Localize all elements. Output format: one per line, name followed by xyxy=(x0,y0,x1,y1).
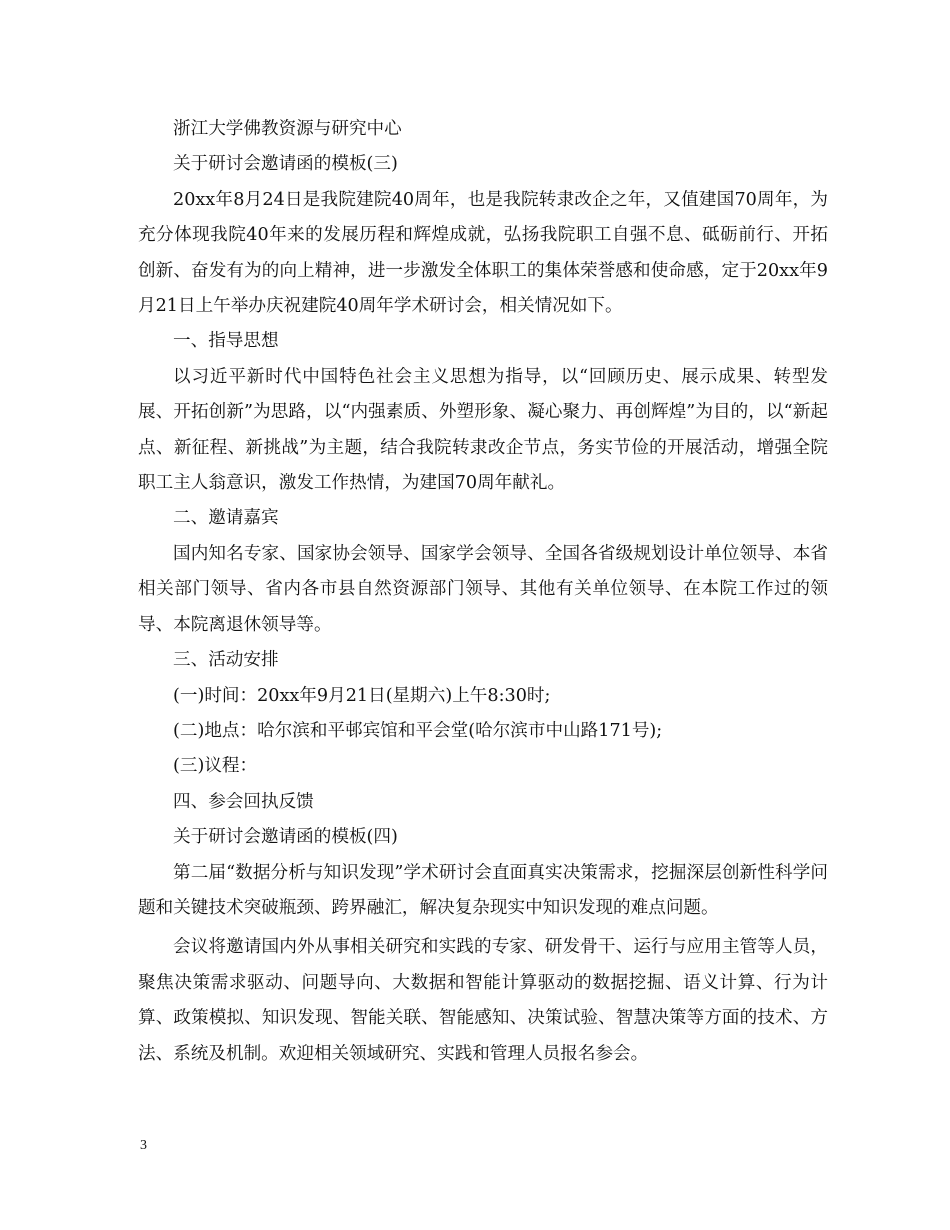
item-location: (二)地点：哈尔滨和平邨宾馆和平会堂(哈尔滨市中山路171号); xyxy=(173,720,663,741)
heading-template-3: 关于研讨会邀请函的模板(三) xyxy=(173,154,398,175)
page-number: 3 xyxy=(140,1138,147,1153)
heading-org: 浙江大学佛教资源与研究中心 xyxy=(173,119,402,139)
document-body xyxy=(138,112,828,1072)
paragraph-intro: 20xx年8月24日是我院建院40周年，也是我院转隶改企之年，又值建国70周年，为充分体现我院40年来的发展历程和辉煌成就，弘扬我院职工自强不息、砥砺前行、开拓创新、奋发有为的向上精神，进一步激发全体职工的集体荣誉感和使命感，定于20xx年9月21日上午举办庆祝建院40周年学术研讨会，相关情况如下。 xyxy=(138,189,828,317)
paragraph-conference-invite: 会议将邀请国内外从事相关研究和实践的专家、研发骨干、运行与应用主管等人员，聚焦决策需求驱动、问题导向、大数据和智能计算驱动的数据挖掘、语义计算、行为计算、政策模拟、知识发现、智能关联、智能感知、决策试验、智慧决策等方面的技术、方法、系统及机制。欢迎相关领域研究、实践和管理人员报名参会。 xyxy=(138,937,828,1064)
item-time: (一)时间：20xx年9月21日(星期六)上午8:30时; xyxy=(173,685,551,706)
section-invited-guests: 二、邀请嘉宾 xyxy=(173,508,279,529)
section-guiding-ideology: 一、指导思想 xyxy=(173,331,279,352)
section-rsvp: 四、参会回执反馈 xyxy=(173,791,314,812)
paragraph-symposium: 第二届“数据分析与知识发现”学术研讨会直面真实决策需求，挖掘深层创新性科学问题和关键技术突破瓶颈、跨界融汇，解决复杂现实中知识发现的难点问题。 xyxy=(138,862,828,918)
paragraph-invited-guests: 国内知名专家、国家协会领导、国家学会领导、全国各省级规划设计单位领导、本省相关部门领导、省内各市县自然资源部门领导、其他有关单位领导、在本院工作过的领导、本院离退休领导等。 xyxy=(138,543,828,635)
paragraph-guiding-ideology: 以习近平新时代中国特色社会主义思想为指导，以“回顾历史、展示成果、转型发展、开拓创新”为思路，以“内强素质、外塑形象、凝心聚力、再创辉煌”为目的，以“新起点、新征程、新挑战”为主题，结合我院转隶改企节点，务实节俭的开展活动，增强全院职工主人翁意识，激发工作热情，为建国70周年献礼。 xyxy=(138,366,828,494)
section-activity-arrangement: 三、活动安排 xyxy=(173,650,279,671)
item-agenda: (三)议程： xyxy=(173,756,258,777)
heading-template-4: 关于研讨会邀请函的模板(四) xyxy=(173,827,398,848)
